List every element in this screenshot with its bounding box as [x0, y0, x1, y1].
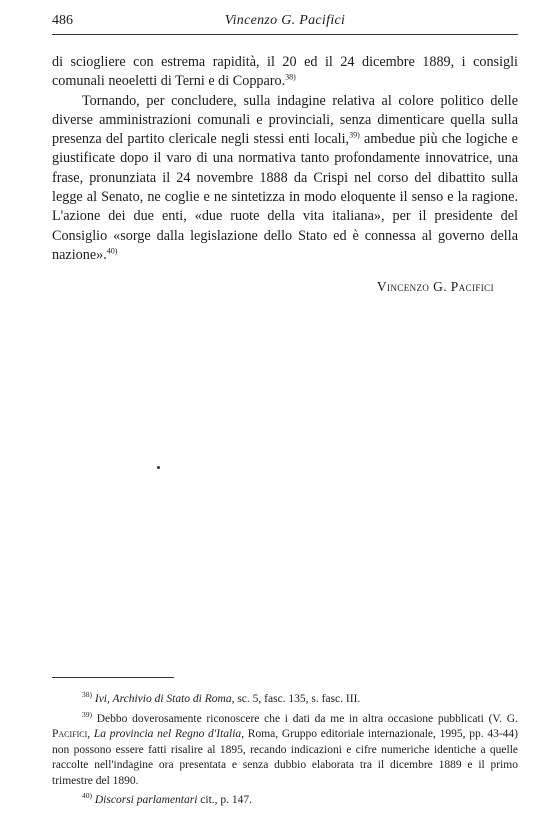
paragraph-2-text-b: ambedue più che logiche e giustificate dopo il varo di una normativa tanto profondamente innovatrice, una frase, pronunziata il 24 novembre 1888 da Crispi nel corso del dibattito sulla legge al Senato, ne coglie e ne sintetizza in modo eloquente il senso e la ragione. L'azione dei due enti, «due ruote della vita italiana», per il presidente del Consiglio «sorge dalla legislazione dello Stato ed è connessa al governo della nazione». [52, 131, 518, 263]
page-header [52, 13, 518, 35]
footnote-40 [52, 793, 518, 809]
footnote-39-text-a: Debbo doverosamente riconoscere che i dati da me in altra occasione pubblicati (V. G. [92, 712, 518, 725]
footnote-38-source: Ivi, Archivio di Stato di Roma, [94, 693, 235, 705]
footnote-38-mark: 38) [82, 690, 92, 700]
footnote-39-text-b: , [87, 728, 94, 740]
footnote-39-title: La provincia nel Regno d'Italia [93, 728, 242, 740]
footnote-40-mark: 40) [82, 791, 92, 801]
paragraph-2-text-a: Tornando, per concludere, sulla indagine relativa al colore politico delle diverse amministrazioni comunali e provinciali, senza dimenticare quella sulla presenza del partito clericale negli stessi enti locali, [52, 92, 518, 148]
footnote-39-mark: 39) [82, 709, 92, 719]
footnote-39-text-c: , Roma, Gruppo editoriale internazionale, 1995, pp. 43-44) non possono essere fatti risalire al 1895, recando indicazioni e cifre numeriche identiche a quelle raccolte nell'indagine ora presentata e senza dubbio elaborata tra il dicembre 1889 e il primo trimestre del 1890. [52, 728, 518, 787]
note-ref-39: 39) [349, 130, 360, 140]
footnotes [52, 692, 518, 809]
footnote-38 [52, 692, 518, 708]
running-head: Vincenzo G. Pacifici [224, 13, 346, 28]
footnote-40-rest: cit., p. 147. [197, 794, 253, 806]
page-number: 486 [52, 13, 73, 28]
header-rule [52, 34, 518, 35]
paragraph-1 [52, 53, 518, 92]
footnote-38-rest: sc. 5, fasc. 135, s. fasc. III. [234, 693, 361, 705]
note-ref-38: 38) [285, 72, 296, 82]
footnote-40-title: Discorsi parlamentari [94, 794, 198, 806]
body-text [52, 53, 518, 265]
paragraph-2 [52, 92, 518, 266]
paragraph-1-text: di sciogliere con estrema rapidità, il 20 ed il 24 dicembre 1889, i consigli comunali neoeletti di Terni e di Copparo. [52, 54, 518, 90]
footnote-39 [52, 709, 518, 790]
note-ref-40: 40) [106, 246, 118, 256]
footnote-rule [52, 677, 174, 678]
footnote-39-author: Pacifici [52, 728, 88, 740]
stray-dot [157, 466, 160, 469]
author-signature: Vincenzo G. Pacifici [376, 279, 494, 294]
